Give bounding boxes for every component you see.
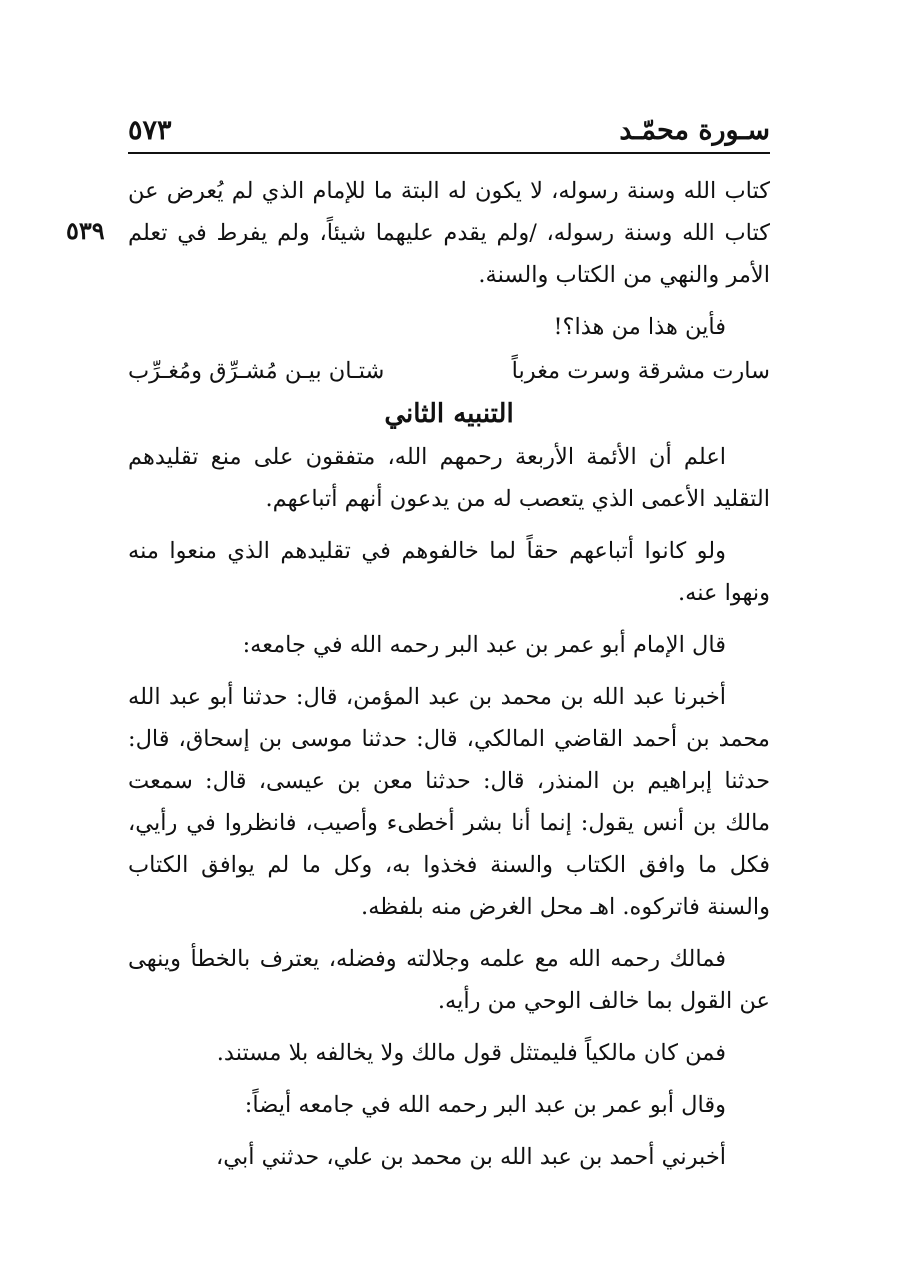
paragraph: وقال أبو عمر بن عبد البر رحمه الله في جامعه أيضاً: (244, 1092, 726, 1118)
body-text (128, 170, 770, 1178)
running-title: سـورة محمّـد (619, 115, 770, 146)
paragraph: أخبرني أحمد بن عبد الله بن محمد بن علي، حدثني أبي، (215, 1144, 726, 1170)
page-number: ٥٧٣ (128, 115, 172, 146)
paragraph: فمن كان مالكياً فليمتثل قول مالك ولا يخالفه بلا مستند. (216, 1040, 726, 1066)
paragraph: قال الإمام أبو عمر بن عبد البر رحمه الله في جامعه: (242, 632, 726, 658)
section-heading: التنبيه الثاني (384, 399, 514, 429)
verse-hemistich-right: سارت مشرقة وسرت مغرباً (511, 358, 770, 384)
paragraph: اعلم أن الأئمة الأربعة رحمهم الله، متفقون على منع تقليدهم التقليد الأعمى الذي يتعصب له من يدعون أنهم أتباعهم. (128, 444, 770, 512)
poetry-verse (128, 350, 770, 392)
verse-hemistich-left: شتـان بيـن مُشـرِّق ومُغـرِّب (128, 358, 385, 384)
paragraph: فأين هذا من هذا؟! (553, 314, 726, 340)
page-header (128, 108, 770, 154)
paragraph: أخبرنا عبد الله بن محمد بن عبد المؤمن، قال: حدثنا أبو عبد الله محمد بن أحمد القاضي المالكي، قال: حدثنا موسى بن إسحاق، قال: حدثنا إبراهيم بن المنذر، قال: حدثنا معن بن عيسى، قال: سمعت مالك بن أنس يقول: إنما أنا بشر أخطىء وأصيب، فانظروا في رأيي، فكل ما وافق الكتاب والسنة فخذوا به، وكل ما لم يوافق الكتاب والسنة فاتركوه. اهـ محل الغرض منه بلفظه. (128, 684, 770, 920)
paragraph: فمالك رحمه الله مع علمه وجلالته وفضله، يعترف بالخطأ وينهى عن القول بما خالف الوحي من رأيه. (128, 946, 770, 1014)
paragraph: ولو كانوا أتباعهم حقاً لما خالفوهم في تقليدهم الذي منعوا منه ونهوا عنه. (128, 538, 770, 606)
margin-page-reference: ٥٣٩ (66, 216, 105, 245)
paragraph: كتاب الله وسنة رسوله، لا يكون له البتة ما للإمام الذي لم يُعرض عن كتاب الله وسنة رسوله، /ولم يقدم عليهما شيئاً، ولم يفرط في تعلم الأمر والنهي من الكتاب والسنة. (128, 178, 770, 288)
